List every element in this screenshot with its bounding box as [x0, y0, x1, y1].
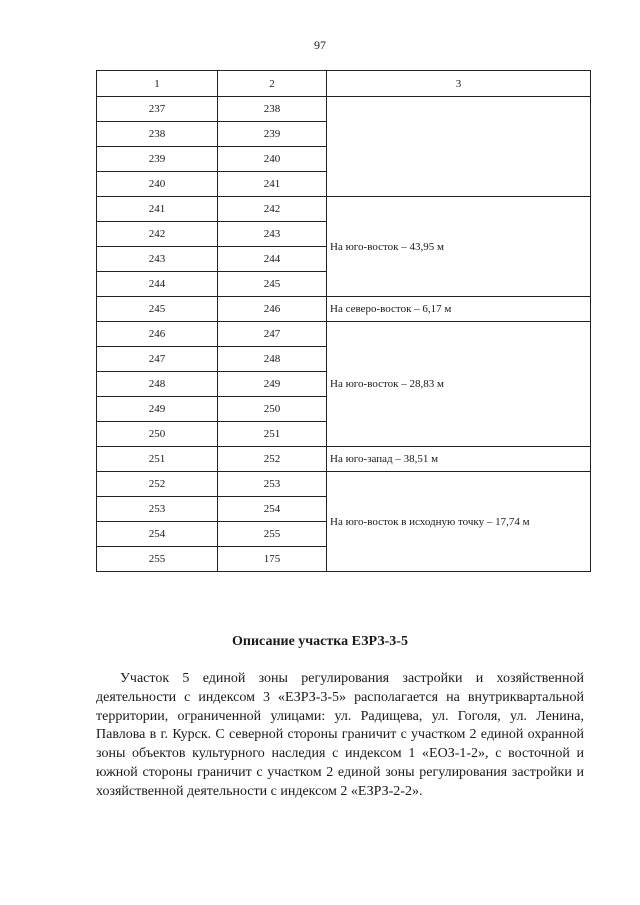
section-paragraph: Участок 5 единой зоны регулирования застройки и хозяйственной деятельности с индексом 3 «ЕЗРЗ-3-5» располагается на внутриквартальной территории, ограниченной улицами: ул. Радищева, ул. Гоголя, ул. Ленина, Павлова в г. Курск. С северной стороны граничит с участком 2 единой охранной зоны объектов культурного наследия с индексом 1 «ЕОЗ-1-2», с восточной и южной стороны граничит с участком 2 единой зоны регулирования застройки и хозяйственной деятельности с индексом 2 «ЕЗРЗ-2-2».	[96, 671, 584, 799]
from-point-cell: 250	[97, 422, 218, 447]
table-row	[97, 197, 591, 222]
from-point-cell: 251	[97, 447, 218, 472]
table-row	[97, 447, 591, 472]
from-point-cell: 249	[97, 397, 218, 422]
from-point-cell: 239	[97, 147, 218, 172]
description-cell	[327, 97, 591, 197]
page-number: 97	[314, 38, 326, 52]
to-point-cell: 244	[218, 247, 327, 272]
to-point-cell: 251	[218, 422, 327, 447]
to-point-cell: 241	[218, 172, 327, 197]
column-header-description: 3	[327, 71, 591, 97]
table-header-row	[97, 71, 591, 97]
to-point-cell: 255	[218, 522, 327, 547]
column-header-to-point: 2	[218, 71, 327, 97]
from-point-cell: 247	[97, 347, 218, 372]
from-point-cell: 242	[97, 222, 218, 247]
from-point-cell: 241	[97, 197, 218, 222]
from-point-cell: 238	[97, 122, 218, 147]
section-title: Описание участка ЕЗРЗ-3-5	[232, 634, 408, 649]
to-point-cell: 238	[218, 97, 327, 122]
from-point-cell: 246	[97, 322, 218, 347]
to-point-cell: 253	[218, 472, 327, 497]
description-cell: На юго-запад – 38,51 м	[327, 447, 591, 472]
from-point-cell: 254	[97, 522, 218, 547]
description-cell: На юго-восток – 28,83 м	[327, 322, 591, 447]
to-point-cell: 254	[218, 497, 327, 522]
to-point-cell: 250	[218, 397, 327, 422]
description-cell: На юго-восток – 43,95 м	[327, 197, 591, 297]
to-point-cell: 239	[218, 122, 327, 147]
to-point-cell: 242	[218, 197, 327, 222]
to-point-cell: 175	[218, 547, 327, 572]
description-cell: На северо-восток – 6,17 м	[327, 297, 591, 322]
from-point-cell: 252	[97, 472, 218, 497]
from-point-cell: 245	[97, 297, 218, 322]
table-row	[97, 472, 591, 497]
to-point-cell: 252	[218, 447, 327, 472]
from-point-cell: 253	[97, 497, 218, 522]
to-point-cell: 247	[218, 322, 327, 347]
table-row	[97, 297, 591, 322]
to-point-cell: 249	[218, 372, 327, 397]
table-row	[97, 322, 591, 347]
column-header-from-point: 1	[97, 71, 218, 97]
to-point-cell: 240	[218, 147, 327, 172]
from-point-cell: 244	[97, 272, 218, 297]
to-point-cell: 246	[218, 297, 327, 322]
from-point-cell: 248	[97, 372, 218, 397]
to-point-cell: 243	[218, 222, 327, 247]
from-point-cell: 240	[97, 172, 218, 197]
from-point-cell: 243	[97, 247, 218, 272]
from-point-cell: 237	[97, 97, 218, 122]
to-point-cell: 245	[218, 272, 327, 297]
description-cell: На юго-восток в исходную точку – 17,74 м	[327, 472, 591, 572]
table-row	[97, 97, 591, 122]
to-point-cell: 248	[218, 347, 327, 372]
boundary-points-table	[96, 70, 591, 572]
from-point-cell: 255	[97, 547, 218, 572]
